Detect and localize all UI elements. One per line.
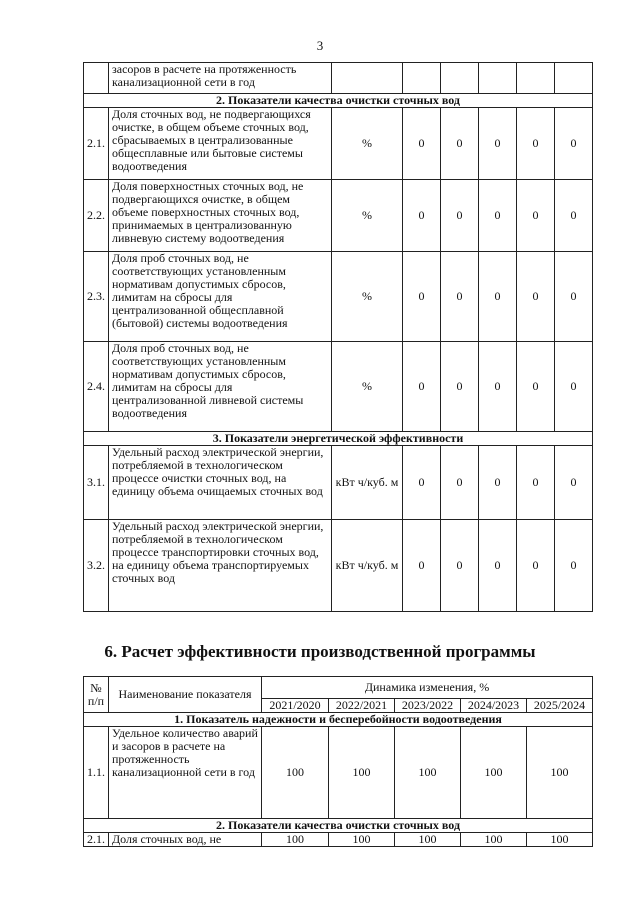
value-cell: 0 <box>441 342 479 432</box>
value-cell: 100 <box>329 727 395 819</box>
value-cell: 0 <box>441 520 479 612</box>
value-cell: 100 <box>461 727 527 819</box>
table-row <box>84 342 593 432</box>
indicator-name: Удельный расход электрической энергии, потребляемой в технологическом процессе транспортировки сточных вод, на единицу объема транспортируемых сточных вод <box>109 520 332 612</box>
value-cell: 0 <box>441 252 479 342</box>
value-cell: 0 <box>555 108 593 180</box>
table-row <box>84 108 593 180</box>
value-cell: 0 <box>517 520 555 612</box>
value-cell: 0 <box>479 520 517 612</box>
indicator-name: засоров в расчете на протяженность канализационной сети в год <box>109 63 332 94</box>
value-cell: 0 <box>555 342 593 432</box>
indicator-name: Доля поверхностных сточных вод, не подвергающихся очистке, в общем объеме поверхностных сточных вод, принимаемых в централизованную ливневую систему водоотведения <box>109 180 332 252</box>
value-cell: 0 <box>479 446 517 520</box>
unit: % <box>332 108 403 180</box>
value-cell: 100 <box>527 833 593 847</box>
table-row <box>84 180 593 252</box>
year-header: 2023/2022 <box>395 699 461 713</box>
value-cell: 100 <box>395 833 461 847</box>
value-cell: 0 <box>479 252 517 342</box>
value-cell: 0 <box>555 180 593 252</box>
unit: % <box>332 342 403 432</box>
efficiency-table <box>83 676 593 847</box>
indicator-name: Удельное количество аварий и засоров в расчете на протяженность канализационной сети в год <box>109 727 262 819</box>
table-row <box>84 727 593 819</box>
unit: кВт ч/куб. м <box>332 520 403 612</box>
indicator-name: Доля проб сточных вод, не соответствующих установленным нормативам допустимых сбросов, лимитам на сбросы для централизованной ливневой системы водоотведения <box>109 342 332 432</box>
table-row <box>84 520 593 612</box>
year-header: 2022/2021 <box>329 699 395 713</box>
value-cell: 100 <box>329 833 395 847</box>
column-header-name: Наименование показателя <box>109 677 262 713</box>
row-number: 2.1. <box>84 833 109 847</box>
value-cell: 0 <box>517 252 555 342</box>
value-cell: 0 <box>555 520 593 612</box>
indicator-name: Доля сточных вод, не <box>109 833 262 847</box>
value-cell: 0 <box>403 108 441 180</box>
section-row <box>84 432 593 446</box>
section-row <box>84 819 593 833</box>
section-heading: 6. Расчет эффективности производственной программы <box>104 642 536 661</box>
row-number: 3.2. <box>84 520 109 612</box>
value-cell: 0 <box>555 446 593 520</box>
value-cell: 100 <box>461 833 527 847</box>
value-cell: 0 <box>403 180 441 252</box>
section-title: 2. Показатели качества очистки сточных вод <box>84 819 593 833</box>
value-cell: 100 <box>527 727 593 819</box>
year-header: 2021/2020 <box>262 699 329 713</box>
year-header: 2025/2024 <box>527 699 593 713</box>
value-cell: 0 <box>517 180 555 252</box>
indicator-name: Удельный расход электрической энергии, потребляемой в технологическом процессе очистки сточных вод, на единицу объема очищаемых сточных вод <box>109 446 332 520</box>
section-row <box>84 713 593 727</box>
section-title: 1. Показатель надежности и бесперебойности водоотведения <box>84 713 593 727</box>
indicator-name: Доля сточных вод, не подвергающихся очистке, в общем объеме сточных вод, сбрасываемых в централизованные общесплавные или бытовые системы водоотведения <box>109 108 332 180</box>
table-row <box>84 63 593 94</box>
header-row <box>84 677 593 699</box>
value-cell: 0 <box>403 252 441 342</box>
row-number: 1.1. <box>84 727 109 819</box>
value-cell: 0 <box>403 446 441 520</box>
value-cell: 100 <box>395 727 461 819</box>
row-number: 2.3. <box>84 252 109 342</box>
value-cell: 0 <box>517 108 555 180</box>
section-row <box>84 94 593 108</box>
section-title: 3. Показатели энергетической эффективности <box>84 432 593 446</box>
value-cell: 100 <box>262 833 329 847</box>
value-cell: 0 <box>479 342 517 432</box>
row-number: 2.1. <box>84 108 109 180</box>
column-header-num: № п/п <box>84 677 109 713</box>
table-row <box>84 446 593 520</box>
row-number: 2.2. <box>84 180 109 252</box>
column-header-dynamics: Динамика изменения, % <box>262 677 593 699</box>
unit: % <box>332 252 403 342</box>
page-number: 3 <box>316 38 324 53</box>
indicator-name: Доля проб сточных вод, не соответствующих установленным нормативам допустимых сбросов, лимитам на сбросы для централизованной общесплавной (бытовой) системы водоотведения <box>109 252 332 342</box>
table-row <box>84 252 593 342</box>
value-cell: 0 <box>517 342 555 432</box>
row-number: 2.4. <box>84 342 109 432</box>
value-cell: 0 <box>441 446 479 520</box>
unit: кВт ч/куб. м <box>332 446 403 520</box>
value-cell: 0 <box>479 108 517 180</box>
value-cell: 0 <box>441 108 479 180</box>
table-row <box>84 833 593 847</box>
row-number: 3.1. <box>84 446 109 520</box>
value-cell: 0 <box>403 520 441 612</box>
year-header: 2024/2023 <box>461 699 527 713</box>
unit: % <box>332 180 403 252</box>
value-cell: 0 <box>555 252 593 342</box>
value-cell: 100 <box>262 727 329 819</box>
section-title: 2. Показатели качества очистки сточных вод <box>84 94 593 108</box>
value-cell: 0 <box>517 446 555 520</box>
indicators-table <box>83 62 593 612</box>
value-cell: 0 <box>403 342 441 432</box>
value-cell: 0 <box>479 180 517 252</box>
value-cell: 0 <box>441 180 479 252</box>
